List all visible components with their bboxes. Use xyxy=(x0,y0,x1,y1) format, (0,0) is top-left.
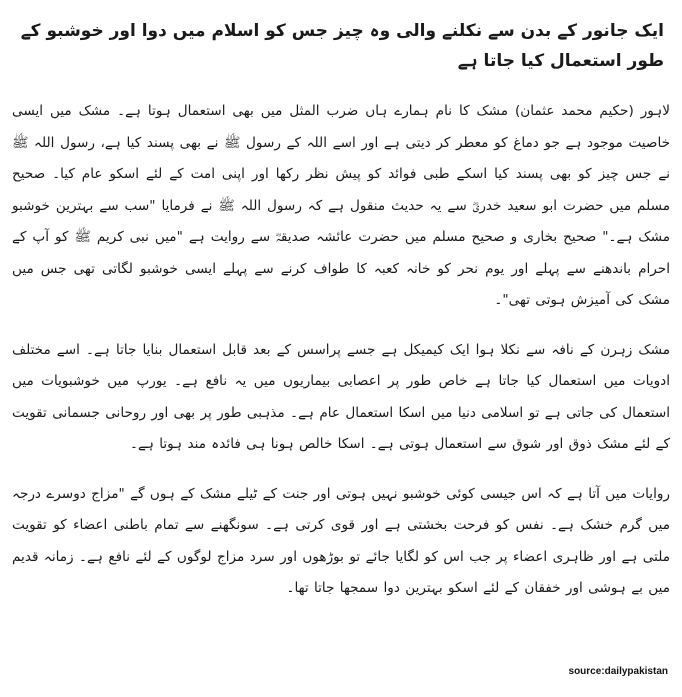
source-credit: source:dailypakistan xyxy=(568,666,668,677)
article-paragraph-1: لاہور (حکیم محمد عثمان) مشک کا نام ہمارے ہاں ضرب المثل میں بھی استعمال ہوتا ہے۔ مشک میں ایسی خاصیت موجود ہے جو دماغ کو معطر کر دیتی ہے اور اسے اللہ کے رسول ﷺ نے بھی پسند کیا ہے، رسول اللہ ﷺ نے جس چیز کو بھی پسند کیا اسکے طبی فوائد کو پیش نظر رکھا اور اپنی امت کے لئے اسکو عام کیا۔ صحیح مسلم میں حضرت ابو سعید خدریؓ سے یہ حدیث منقول ہے کہ رسول اللہ ﷺ نے فرمایا "سب سے بہترین خوشبو مشک ہے۔" صحیح بخاری و صحیح مسلم میں حضرت عائشہ صدیقہؓ سے روایت ہے "میں نبی کریم ﷺ کو آپ کے احرام باندھنے سے پہلے اور یوم نحر کو خانہ کعبہ کا طواف کرنے سے پہلے ایسی خوشبو لگاتی تھی جس میں مشک کی آمیزش ہوتی تھی"۔ xyxy=(12,103,670,308)
article-paragraph-3: روایات میں آتا ہے کہ اس جیسی کوئی خوشبو نہیں ہوتی اور جنت کے ٹیلے مشک کے ہوں گے "مزاج دوسرے درجہ میں گرم خشک ہے۔ نفس کو فرحت بخشتی ہے اور قوی کرتی ہے۔ سونگھنے سے تمام باطنی اعضاء کو تقویت ملتی ہے اور ظاہری اعضاء پر جب اس کو لگایا جائے تو بوڑھوں اور سرد مزاج لوگوں کے لئے نافع ہے۔ زمانہ قدیم میں بے ہوشی اور خفقان کے لئے اسکو بہترین دوا سمجھا جاتا تھا۔ xyxy=(12,485,670,596)
article-title: ایک جانور کے بدن سے نکلنے والی وہ چیز جس کو اسلام میں دوا اور خوشبو کے طور استعمال کیا جاتا ہے xyxy=(20,21,664,71)
article-paragraph-2: مشک زہرن کے نافہ سے نکلا ہوا ایک کیمیکل ہے جسے پراسس کے بعد قابل استعمال بنایا جاتا ہے۔ اسے مختلف ادویات میں استعمال کیا جاتا ہے خاص طور پر اعصابی بیماریوں میں یہ نافع ہے۔ یورپ میں خوشبویات میں استعمال کی جاتی ہے تو اسلامی دنیا میں اسکا استعمال عام ہے۔ مذہبی طور پر بھی اور روحانی جسمانی تقویت کے لئے مشک ذوق اور شوق سے استعمال ہوتی ہے۔ اسکا خالص ہونا ہی فائدہ مند ہوتا ہے۔ xyxy=(12,341,670,452)
